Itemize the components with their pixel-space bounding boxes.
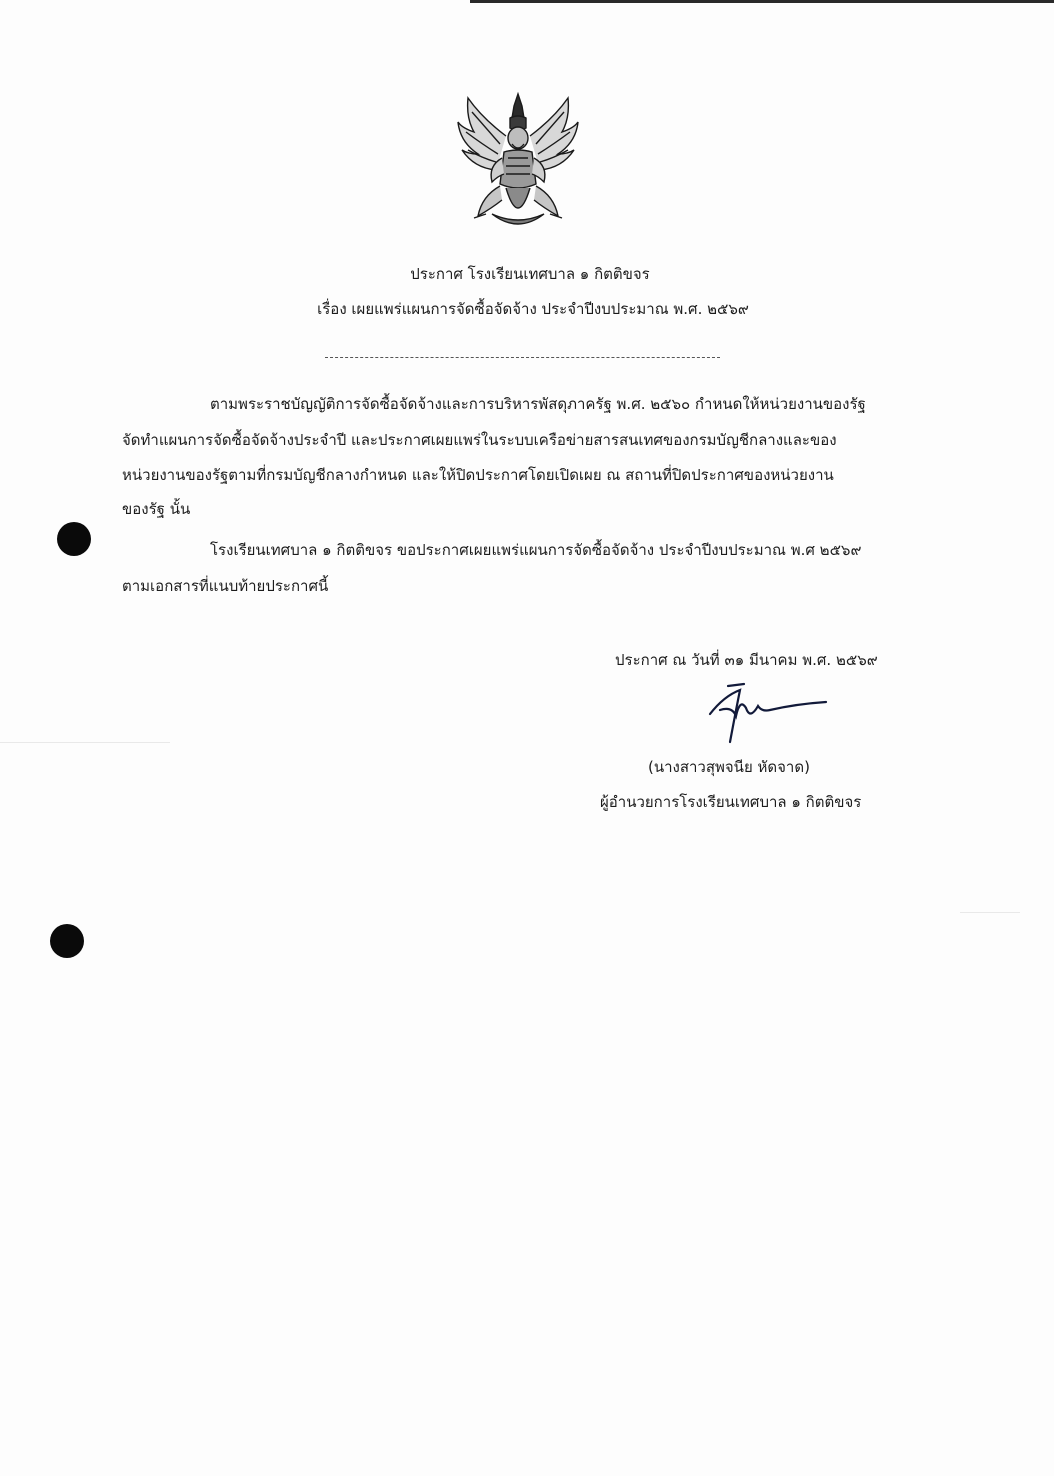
dashed-divider bbox=[325, 357, 720, 358]
handwritten-signature bbox=[700, 676, 830, 746]
garuda-emblem-icon bbox=[452, 88, 584, 234]
announcement-subject: เรื่อง เผยแพร่แผนการจัดซื้อจัดจ้าง ประจำปีงบประมาณ พ.ศ. ๒๕๖๙ bbox=[317, 300, 749, 318]
signer-title: ผู้อำนวยการโรงเรียนเทศบาล ๑ กิตติขจร bbox=[600, 793, 862, 811]
paragraph-1-line-3: หน่วยงานของรัฐตามที่กรมบัญชีกลางกำหนด และให้ปิดประกาศโดยเปิดเผย ณ สถานที่ปิดประกาศของหน่วยงาน bbox=[122, 466, 834, 484]
scan-smudge bbox=[960, 912, 1020, 913]
announcement-date: ประกาศ ณ วันที่ ๓๑ มีนาคม พ.ศ. ๒๕๖๙ bbox=[615, 651, 878, 669]
paragraph-1-line-4: ของรัฐ นั้น bbox=[122, 500, 191, 518]
scan-edge bbox=[470, 0, 1054, 3]
paragraph-2-line-2: ตามเอกสารที่แนบท้ายประกาศนี้ bbox=[122, 577, 329, 595]
announcement-title: ประกาศ โรงเรียนเทศบาล ๑ กิตติขจร bbox=[410, 265, 650, 283]
punch-hole bbox=[50, 924, 84, 958]
paragraph-1-line-1: ตามพระราชบัญญัติการจัดซื้อจัดจ้างและการบริหารพัสดุภาครัฐ พ.ศ. ๒๕๖๐ กำหนดให้หน่วยงานของรัฐ bbox=[210, 395, 866, 413]
punch-hole bbox=[57, 522, 91, 556]
paragraph-1-line-2: จัดทำแผนการจัดซื้อจัดจ้างประจำปี และประกาศเผยแพร่ในระบบเครือข่ายสารสนเทศของกรมบัญชีกลางและของ bbox=[122, 431, 837, 449]
paragraph-2-line-1: โรงเรียนเทศบาล ๑ กิตติขจร ขอประกาศเผยแพร่แผนการจัดซื้อจัดจ้าง ประจำปีงบประมาณ พ.ศ ๒๕๖๙ bbox=[210, 541, 862, 559]
signer-name: (นางสาวสุพจนีย หัดจาด) bbox=[648, 758, 810, 776]
scan-smudge bbox=[0, 742, 170, 743]
